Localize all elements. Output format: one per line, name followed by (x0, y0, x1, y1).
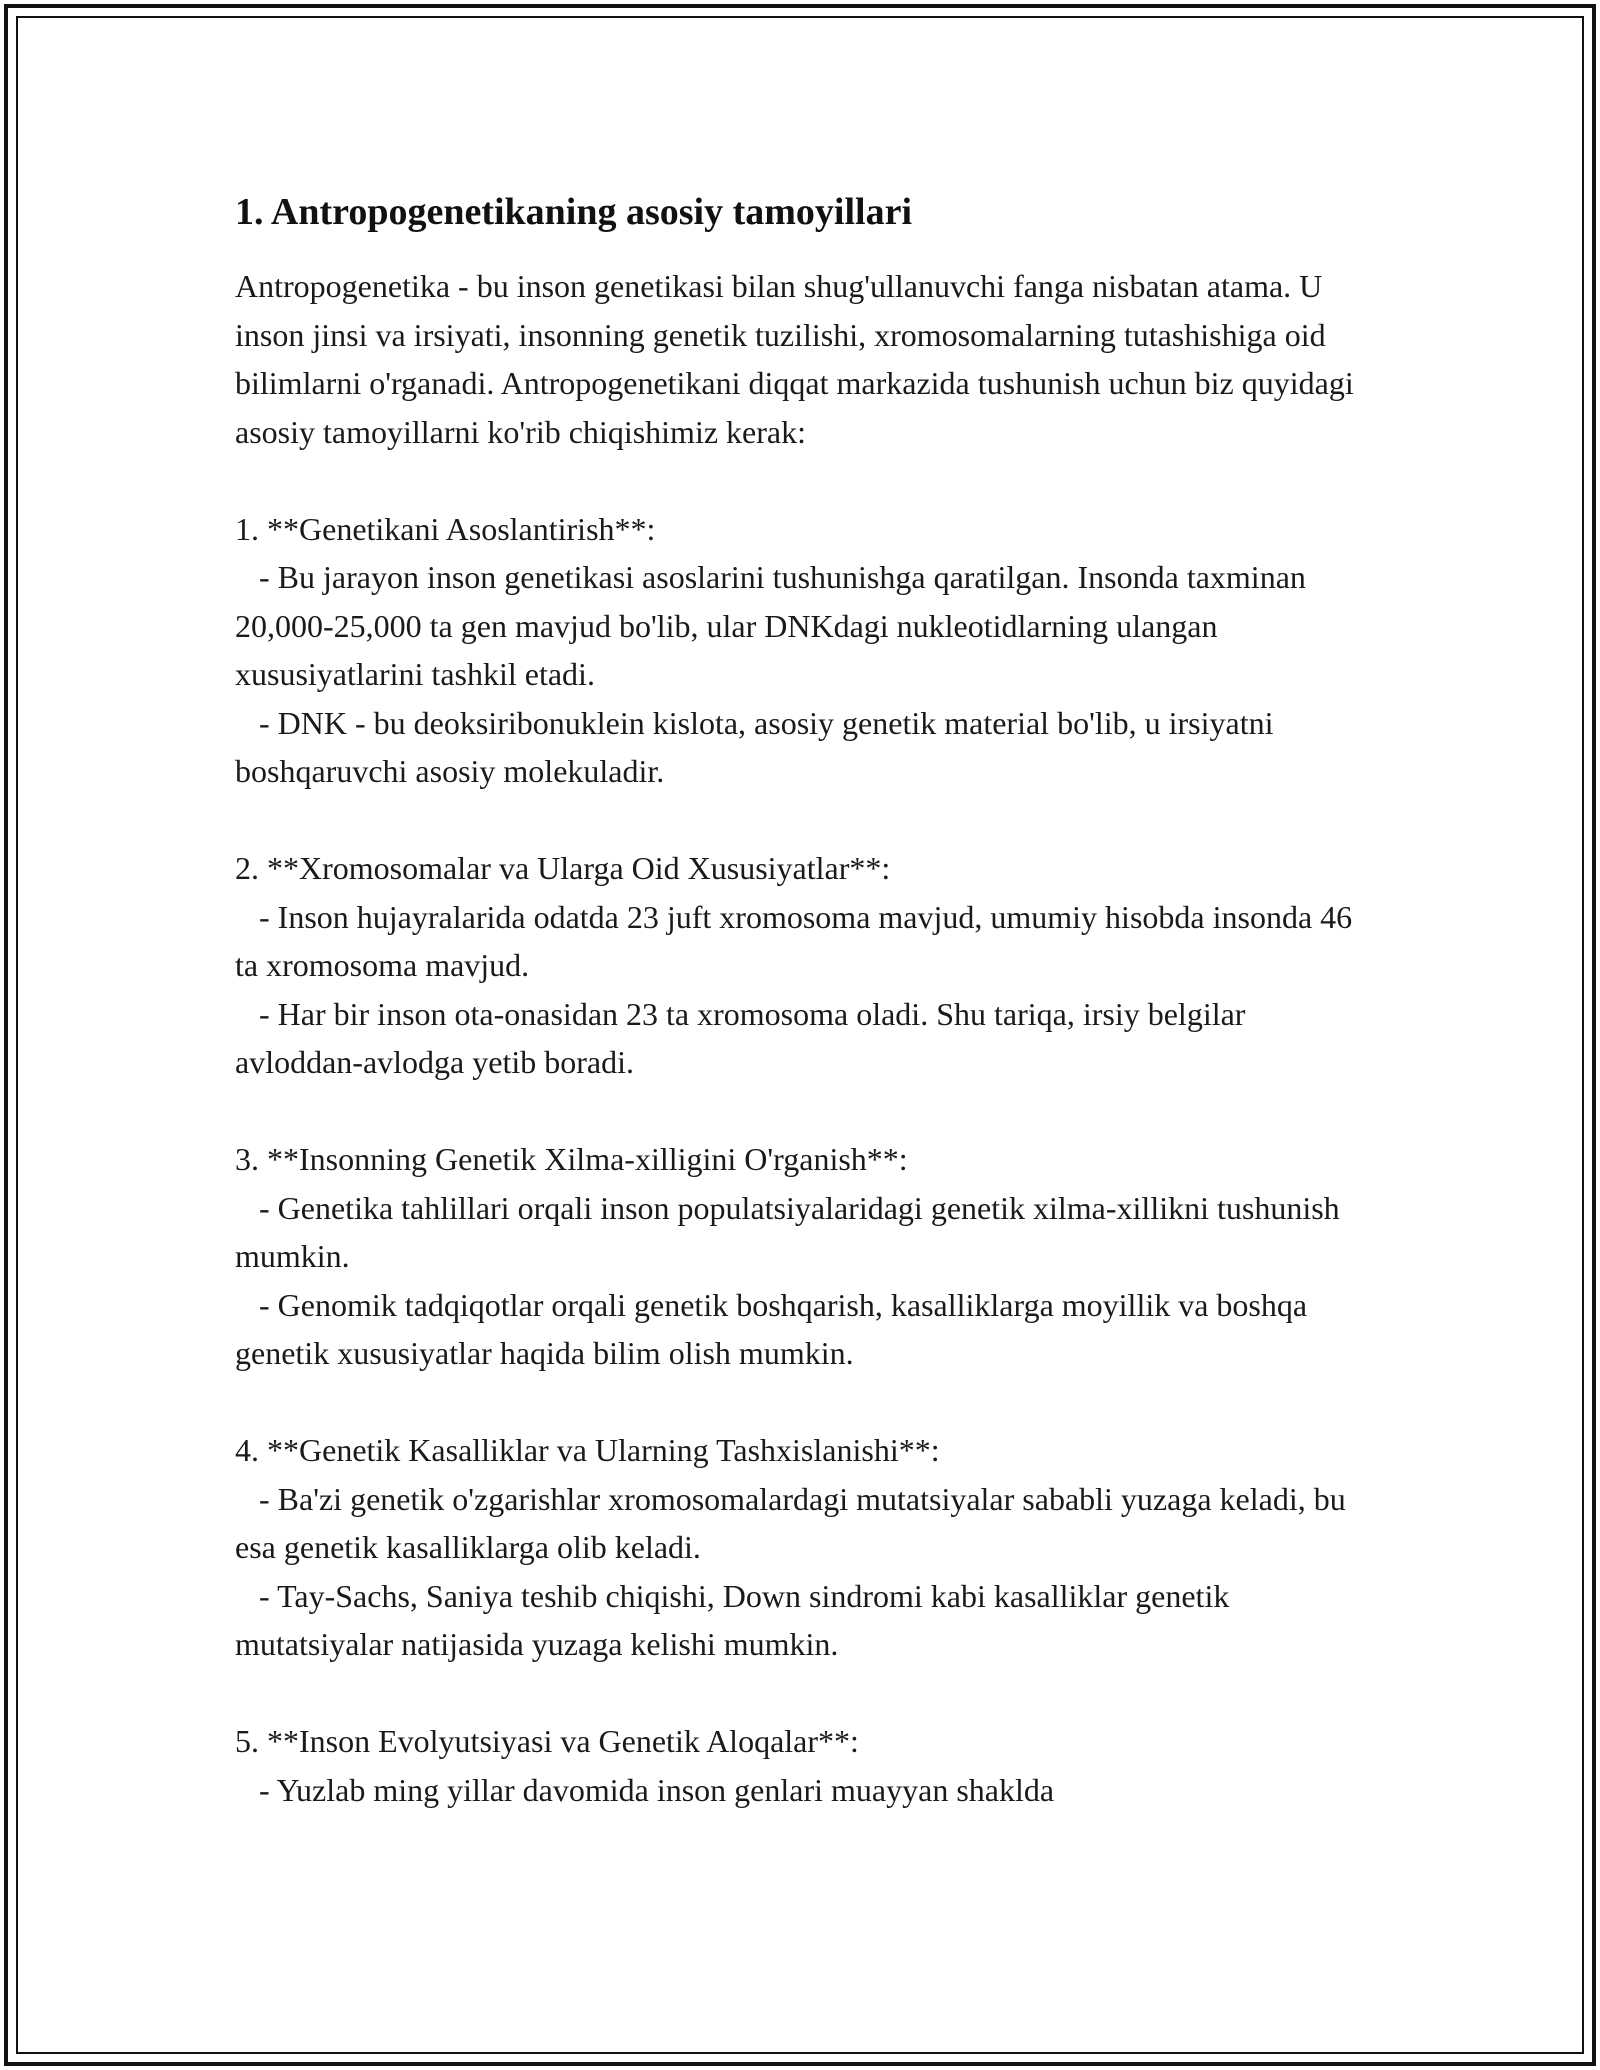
section-2 (235, 844, 1375, 1087)
section-heading: 4. **Genetik Kasalliklar va Ularning Tashxislanishi**: (235, 1432, 940, 1468)
spacer (235, 1669, 1375, 1718)
spacer (235, 1087, 1375, 1136)
spacer (235, 1378, 1375, 1427)
section-5 (235, 1717, 1375, 1814)
section-bullet: - Ba'zi genetik o'zgarishlar xromosomalardagi mutatsiyalar sababli yuzaga keladi, bu esa genetik kasalliklarga olib keladi. (235, 1480, 1354, 1565)
section-bullet: - Har bir inson ota-onasidan 23 ta xromosoma oladi. Shu tariqa, irsiy belgilar avloddan-avlodga yetib boradi. (235, 995, 1254, 1080)
section-4 (235, 1426, 1375, 1669)
section-bullet: - Bu jarayon inson genetikasi asoslarini tushunishga qaratilgan. Insonda taxminan 20,000-25,000 ta gen mavjud bo'lib, ular DNKdagi nukleotidlarning ulangan xususiyatlarini tashkil etadi. (235, 559, 1314, 692)
intro-paragraph: Antropogenetika - bu inson genetikasi bilan shug'ullanuvchi fanga nisbatan atama. U inson jinsi va irsiyati, insonning genetik tuzilishi, xromosomalarning tutashishiga oid bilimlarni o'rganadi. Antropogenetikani diqqat markazida tushunish uchun biz quyidagi asosiy tamoyillarni ko'rib chiqishimiz kerak: (235, 268, 1362, 450)
section-bullet: - Genetika tahlillari orqali inson populatsiyalaridagi genetik xilma-xillikni tushunish mumkin. (235, 1189, 1348, 1274)
section-1 (235, 505, 1375, 796)
document-body (235, 188, 1375, 1814)
spacer (235, 796, 1375, 845)
section-bullet: - Inson hujayralarida odatda 23 juft xromosoma mavjud, umumiy hisobda insonda 46 ta xromosoma mavjud. (235, 898, 1361, 983)
section-bullet: - DNK - bu deoksiribonuklein kislota, asosiy genetik material bo'lib, u irsiyatni boshqaruvchi asosiy molekuladir. (235, 704, 1282, 789)
section-heading: 5. **Inson Evolyutsiyasi va Genetik Aloqalar**: (235, 1723, 859, 1759)
spacer (235, 456, 1375, 505)
section-bullet: - Tay-Sachs, Saniya teshib chiqishi, Down sindromi kabi kasalliklar genetik mutatsiyalar natijasida yuzaga kelishi mumkin. (235, 1577, 1238, 1662)
document-title: 1. Antropogenetikaning asosiy tamoyillari (235, 191, 913, 233)
section-bullet: - Yuzlab ming yillar davomida inson genlari muayyan shaklda (235, 1771, 1055, 1808)
section-3 (235, 1135, 1375, 1378)
section-bullet: - Genomik tadqiqotlar orqali genetik boshqarish, kasalliklarga moyillik va boshqa genetik xususiyatlar haqida bilim olish mumkin. (235, 1286, 1316, 1371)
section-heading: 1. **Genetikani Asoslantirish**: (235, 510, 656, 547)
section-heading: 3. **Insonning Genetik Xilma-xilligini O'rganish**: (235, 1141, 908, 1177)
section-heading: 2. **Xromosomalar va Ularga Oid Xususiyatlar**: (235, 850, 891, 886)
